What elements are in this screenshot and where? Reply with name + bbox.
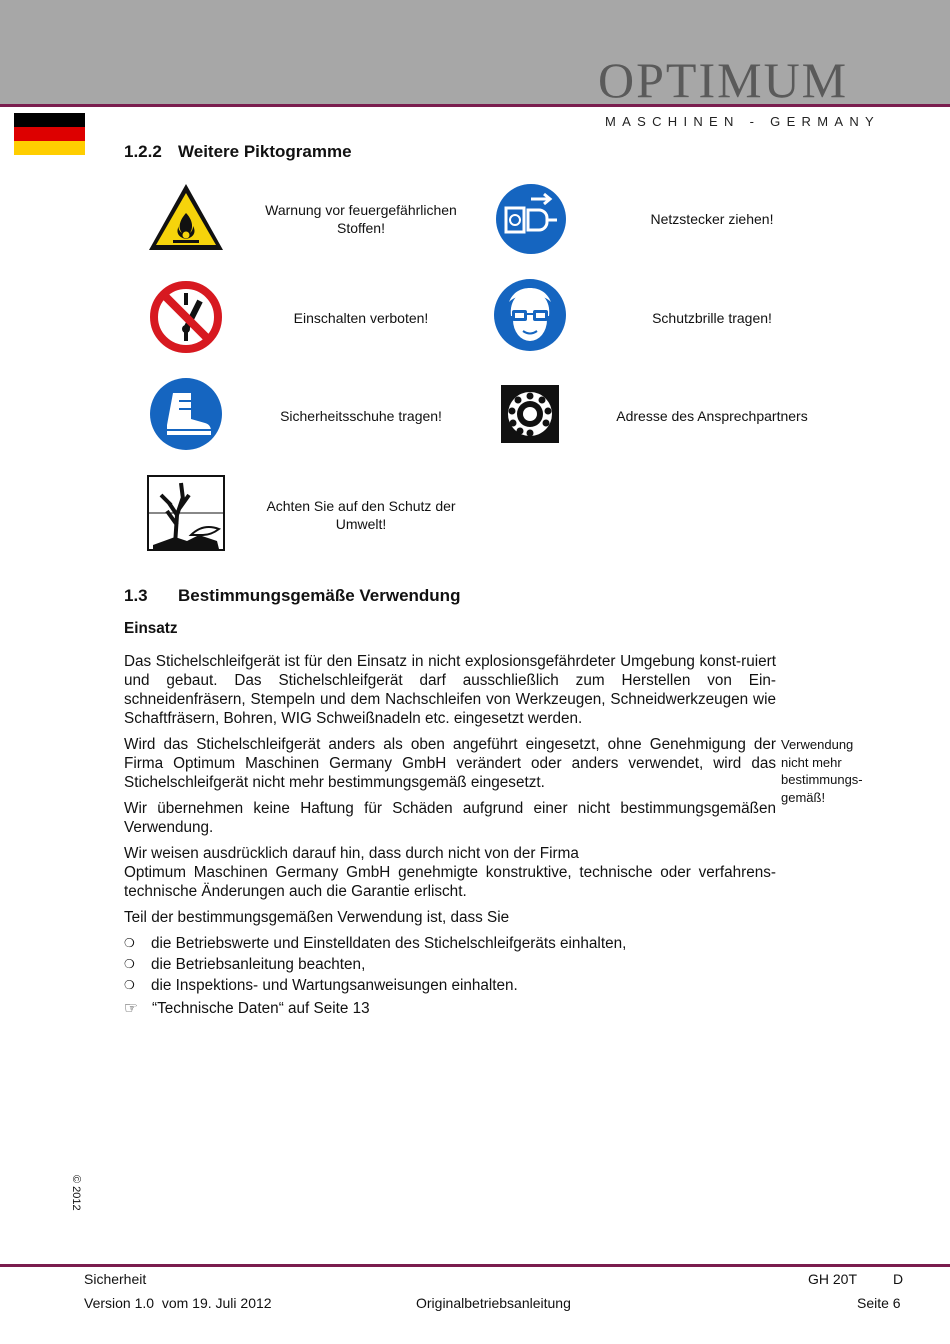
footer-page-number: Seite 6 [857, 1295, 901, 1311]
cross-reference-link[interactable]: ☞ “Technische Daten“ auf Seite 13 [124, 1000, 370, 1017]
pictogram-label: Achten Sie auf den Schutz der Umwelt! [266, 498, 456, 532]
german-flag-icon [14, 113, 85, 155]
paragraph: Wir weisen ausdrücklich darauf hin, dass durch nicht von der Firma [124, 845, 579, 862]
section-heading-1-3: 1.3 Bestimmungsgemäße Verwendung [124, 586, 461, 605]
brand-tagline: MASCHINEN - GERMANY [605, 114, 880, 129]
footer-rule [0, 1264, 950, 1267]
paragraph: Wir übernehmen keine Haftung für Schäden aufgrund einer nicht bestimmungsgemäßen Verwendung. [124, 800, 776, 836]
no-switch-on-icon [148, 279, 224, 360]
environment-icon [147, 475, 225, 556]
pictogram-label: Warnung vor feuergefährlichen Stoffen! [265, 202, 457, 236]
bullet-icon: ❍ [124, 957, 135, 971]
paragraph: Das Stichelschleifgerät ist für den Einsatz in nicht explosionsgefährdeter Umgebung konst-ruiert und gebaut. Das Stichelschleifgerät darf ausschließlich zum Herstellen von Ein-schneidenfräsern, Stempeln und dem Nachschleifen von Werkzeugen, Schneidwerkzeugen wie Schaftfräsern, Bohren, WIG Schweißnadeln etc. eingesetzt werden. [124, 653, 776, 727]
list-item: ❍ die Betriebswerte und Einstelldaten des Stichelschleifgeräts einhalten, [124, 935, 627, 952]
pictogram-label: Netzstecker ziehen! [650, 211, 774, 227]
unplug-mains-icon [495, 183, 567, 260]
list-item: ❍ die Betriebsanleitung beachten, [124, 956, 366, 973]
bullet-icon: ❍ [124, 936, 135, 950]
copyright-notice: © 2012 [70, 1175, 82, 1211]
footer-section: Sicherheit [84, 1271, 147, 1287]
section-heading-1-2-2: 1.2.2 Weitere Piktogramme [124, 142, 352, 161]
footer-language: D [893, 1271, 904, 1287]
list-item: ❍ die Inspektions- und Wartungsanweisungen einhalten. [124, 977, 518, 994]
footer-document: Originalbetriebsanleitung [416, 1295, 571, 1311]
telephone-icon [501, 385, 559, 448]
brand-logo: OPTIMUM [598, 52, 849, 108]
pictogram-label: Einschalten verboten! [293, 310, 429, 326]
bullet-list [124, 933, 626, 996]
paragraph: Wird das Stichelschleifgerät anders als oben angeführt eingesetzt, ohne Genehmigung der Firma Optimum Maschinen Germany GmbH verändert oder anders verwendet, wird das Stichelschleifgerät nicht mehr bestimmungsgemäß eingesetzt. [124, 736, 776, 791]
footer-version: Version 1.0 vom 19. Juli 2012 [84, 1295, 272, 1311]
pictogram-label: Adresse des Ansprechpartners [616, 408, 808, 424]
fire-hazard-warning-icon [146, 181, 226, 258]
bullet-icon: ❍ [124, 978, 135, 992]
footer-model: GH 20T [808, 1271, 858, 1287]
safety-shoes-icon [149, 377, 223, 456]
pictogram-label: Sicherheitsschuhe tragen! [280, 408, 442, 424]
margin-note: Verwendung nicht mehr bestimmungs-gemäß! [781, 737, 863, 805]
safety-goggles-icon [493, 278, 567, 357]
paragraph: Optimum Maschinen Germany GmbH genehmigte konstruktive, technische oder verfahrens-technische Änderungen auch die Garantie erlischt. [124, 864, 776, 900]
paragraph: Teil der bestimmungsgemäßen Verwendung ist, dass Sie [124, 909, 510, 926]
pointing-hand-icon: ☞ [124, 1000, 138, 1017]
subheading-einsatz: Einsatz [124, 620, 178, 637]
pictogram-label: Schutzbrille tragen! [652, 310, 772, 326]
